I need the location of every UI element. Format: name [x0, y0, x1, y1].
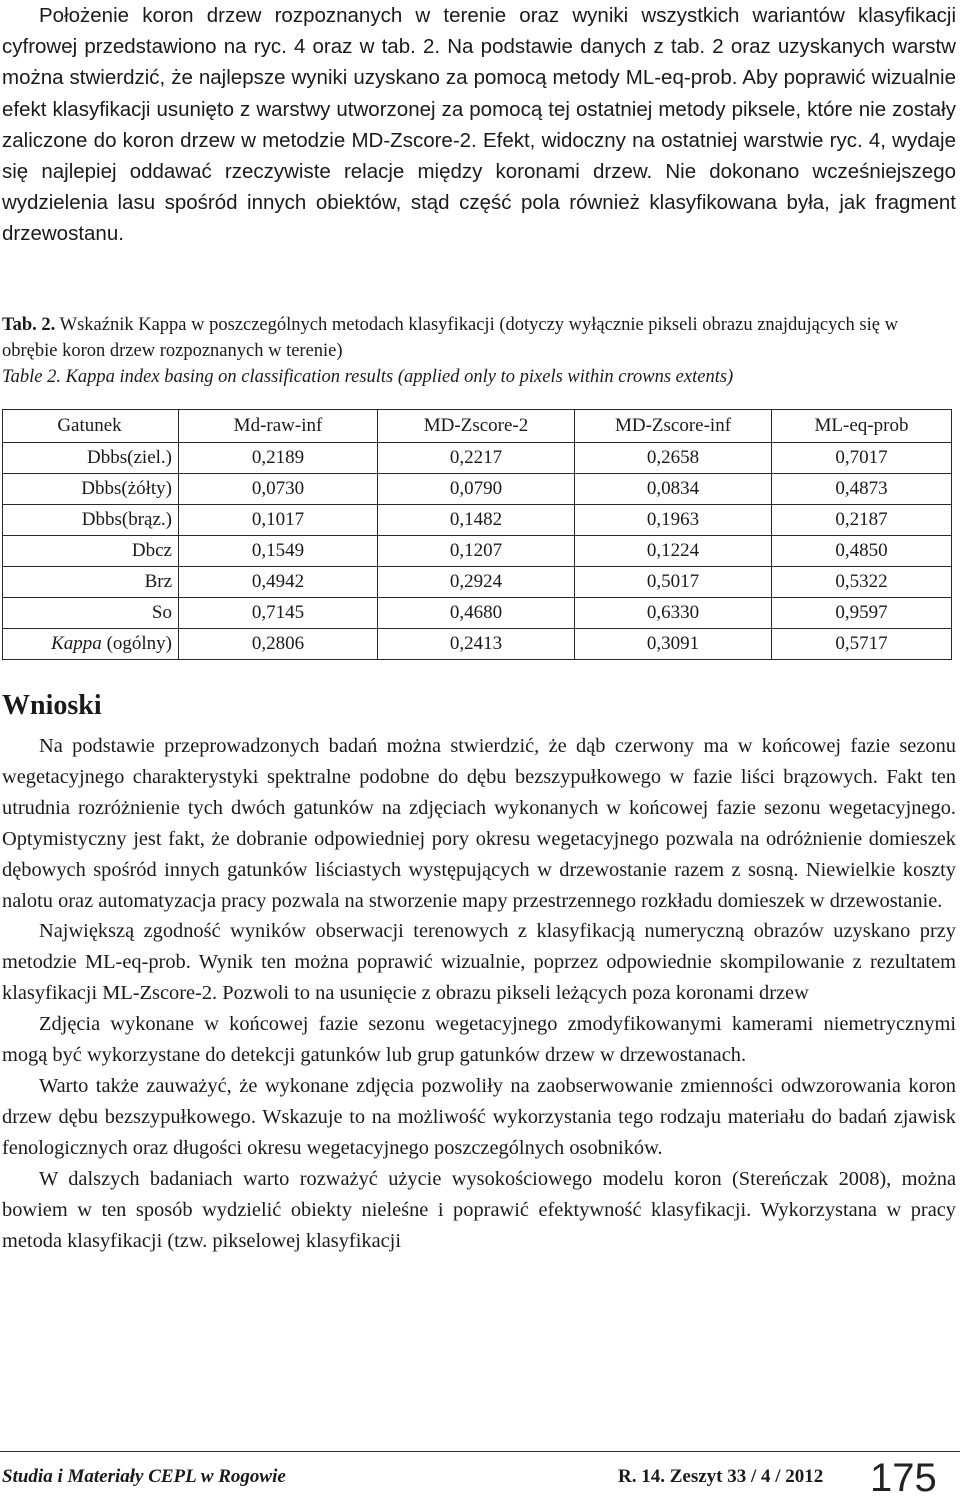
footer-issue: R. 14. Zeszyt 33 / 4 / 2012 — [618, 1466, 824, 1487]
value-cell: 0,6330 — [575, 598, 772, 629]
table-row — [3, 474, 952, 505]
value-cell: 0,2189 — [179, 443, 378, 474]
value-cell: 0,4873 — [772, 474, 952, 505]
value-cell: 0,1549 — [179, 536, 378, 567]
species-cell: Brz — [3, 567, 179, 598]
species-cell: Dbbs(żółty) — [3, 474, 179, 505]
value-cell: 0,1963 — [575, 505, 772, 536]
value-cell: 0,0834 — [575, 474, 772, 505]
table-caption-polish-text: Wskaźnik Kappa w poszczególnych metodach klasyfikacji (dotyczy wyłącznie pikseli obrazu znajdujących się w obrębie koron drzew rozpoznanych w terenie) — [2, 315, 898, 361]
summary-label-cell — [3, 629, 179, 660]
value-cell: 0,1224 — [575, 536, 772, 567]
table-row — [3, 536, 952, 567]
section-heading: Wnioski — [2, 690, 102, 721]
page-number: 175 — [870, 1456, 937, 1500]
value-cell: 0,2924 — [378, 567, 575, 598]
table-row — [3, 567, 952, 598]
value-cell: 0,9597 — [772, 598, 952, 629]
value-cell: 0,2217 — [378, 443, 575, 474]
table-label: Tab. 2. — [2, 315, 56, 335]
value-cell: 0,2187 — [772, 505, 952, 536]
value-cell: 0,5717 — [772, 629, 952, 660]
species-cell: So — [3, 598, 179, 629]
table-row — [3, 598, 952, 629]
footer-divider — [0, 1451, 960, 1452]
footer-journal-title: Studia i Materiały CEPL w Rogowie — [2, 1466, 286, 1487]
value-cell: 0,5017 — [575, 567, 772, 598]
table-header-row — [3, 410, 952, 443]
table-summary-row — [3, 629, 952, 660]
table-row — [3, 505, 952, 536]
header-cell: MD-Zscore-inf — [575, 410, 772, 443]
value-cell: 0,7145 — [179, 598, 378, 629]
value-cell: 0,3091 — [575, 629, 772, 660]
value-cell: 0,0730 — [179, 474, 378, 505]
kappa-table — [2, 409, 952, 660]
header-cell: MD-Zscore-2 — [378, 410, 575, 443]
header-cell: ML-eq-prob — [772, 410, 952, 443]
value-cell: 0,5322 — [772, 567, 952, 598]
value-cell: 0,1482 — [378, 505, 575, 536]
table-row — [3, 443, 952, 474]
value-cell: 0,1017 — [179, 505, 378, 536]
conclusion-paragraph: Warto także zauważyć, że wykonane zdjęcia pozwoliły na zaobserwowanie zmienności odwzorowania koron drzew dębu bezszypułkowego. Wskazuje to na możliwość wykorzystania tego rodzaju materiału do badań zjawisk fenologicznych oraz długości okresu wegetacyjnego poszczególnych osobników. — [2, 1074, 956, 1159]
intro-paragraph: Położenie koron drzew rozpoznanych w terenie oraz wyniki wszystkich wariantów klasyfikacji cyfrowej przedstawiono na ryc. 4 oraz w tab. 2. Na podstawie danych z tab. 2 oraz uzyskanych warstw można stwierdzić, że najlepsze wyniki uzyskano za pomocą metody ML-eq-prob. Aby poprawić wizualnie efekt klasyfikacji usunięto z warstwy utworzonej za pomocą tej ostatniej metody piksele, które nie zostały zaliczone do koron drzew w metodzie MD-Zscore-2. Efekt, widoczny na ostatniej warstwie ryc. 4, wydaje się najlepiej oddawać rzeczywiste relacje między koronami drzew. Nie dokonano wcześniejszego wydzielenia lasu spośród innych obiektów, stąd część pola również klasyfikowana była, jak fragment drzewostanu. — [2, 4, 956, 246]
value-cell: 0,7017 — [772, 443, 952, 474]
conclusion-paragraph: Zdjęcia wykonane w końcowej fazie sezonu wegetacyjnego zmodyfikowanymi kamerami niemetrycznymi mogą być wykorzystane do detekcji gatunków lub grup gatunków drzew w drzewostanach. — [2, 1013, 956, 1067]
header-cell: Md-raw-inf — [179, 410, 378, 443]
species-cell: Dbbs(ziel.) — [3, 443, 179, 474]
conclusion-paragraph: Na podstawie przeprowadzonych badań można stwierdzić, że dąb czerwony ma w końcowej fazie sezonu wegetacyjnego charakterystyki spektralne podobne do dębu bezszypułkowego w fazie liści brązowych. Fakt ten utrudnia rozróżnienie tych dwóch gatunków na zdjęciach wykonanych w końcowej fazie sezonu wegetacyjnego. Optymistyczny jest fakt, że dobranie odpowiedniej pory okresu wegetacyjnego pozwala na odróżnienie domieszek dębowych spośród innych gatunków liściastych występujących w drzewostanie razem z sosną. Niewielkie koszty nalotu oraz automatyzacja pracy pozwala na stworzenie mapy przestrzennego rozkładu domieszek w drzewostanie. — [2, 735, 956, 912]
conclusion-paragraph: W dalszych badaniach warto rozważyć użycie wysokościowego modelu koron (Stereńczak 2008), można bowiem w ten sposób wydzielić obiekty nieleśne i poprawić efektywność klasyfikacji. Wykorzystana w pracy metoda klasyfikacji (tzw. pikselowej klasyfikacji — [2, 1167, 956, 1252]
header-cell: Gatunek — [3, 410, 179, 443]
value-cell: 0,2806 — [179, 629, 378, 660]
value-cell: 0,4850 — [772, 536, 952, 567]
value-cell: 0,0790 — [378, 474, 575, 505]
value-cell: 0,4680 — [378, 598, 575, 629]
value-cell: 0,4942 — [179, 567, 378, 598]
kappa-label: Kappa — [51, 633, 102, 654]
value-cell: 0,1207 — [378, 536, 575, 567]
conclusion-paragraph: Największą zgodność wyników obserwacji terenowych z klasyfikacją numeryczną obrazów uzyskano przy metodzie ML-eq-prob. Wynik ten można poprawić wizualnie, poprzez odpowiednie skompilowanie z rezultatem klasyfikacji ML-Zscore-2. Pozwoli to na usunięcie z obrazu pikseli leżących poza koronami drzew — [2, 920, 956, 1005]
table-caption-english: Table 2. Kappa index basing on classification results (applied only to pixels within crowns extents) — [2, 367, 734, 387]
overall-label: (ogólny) — [101, 633, 172, 654]
conclusions-body — [2, 731, 956, 1256]
species-cell: Dbbs(brąz.) — [3, 505, 179, 536]
table-caption-polish — [2, 312, 956, 364]
table-caption — [2, 312, 956, 390]
value-cell: 0,2413 — [378, 629, 575, 660]
value-cell: 0,2658 — [575, 443, 772, 474]
species-cell: Dbcz — [3, 536, 179, 567]
